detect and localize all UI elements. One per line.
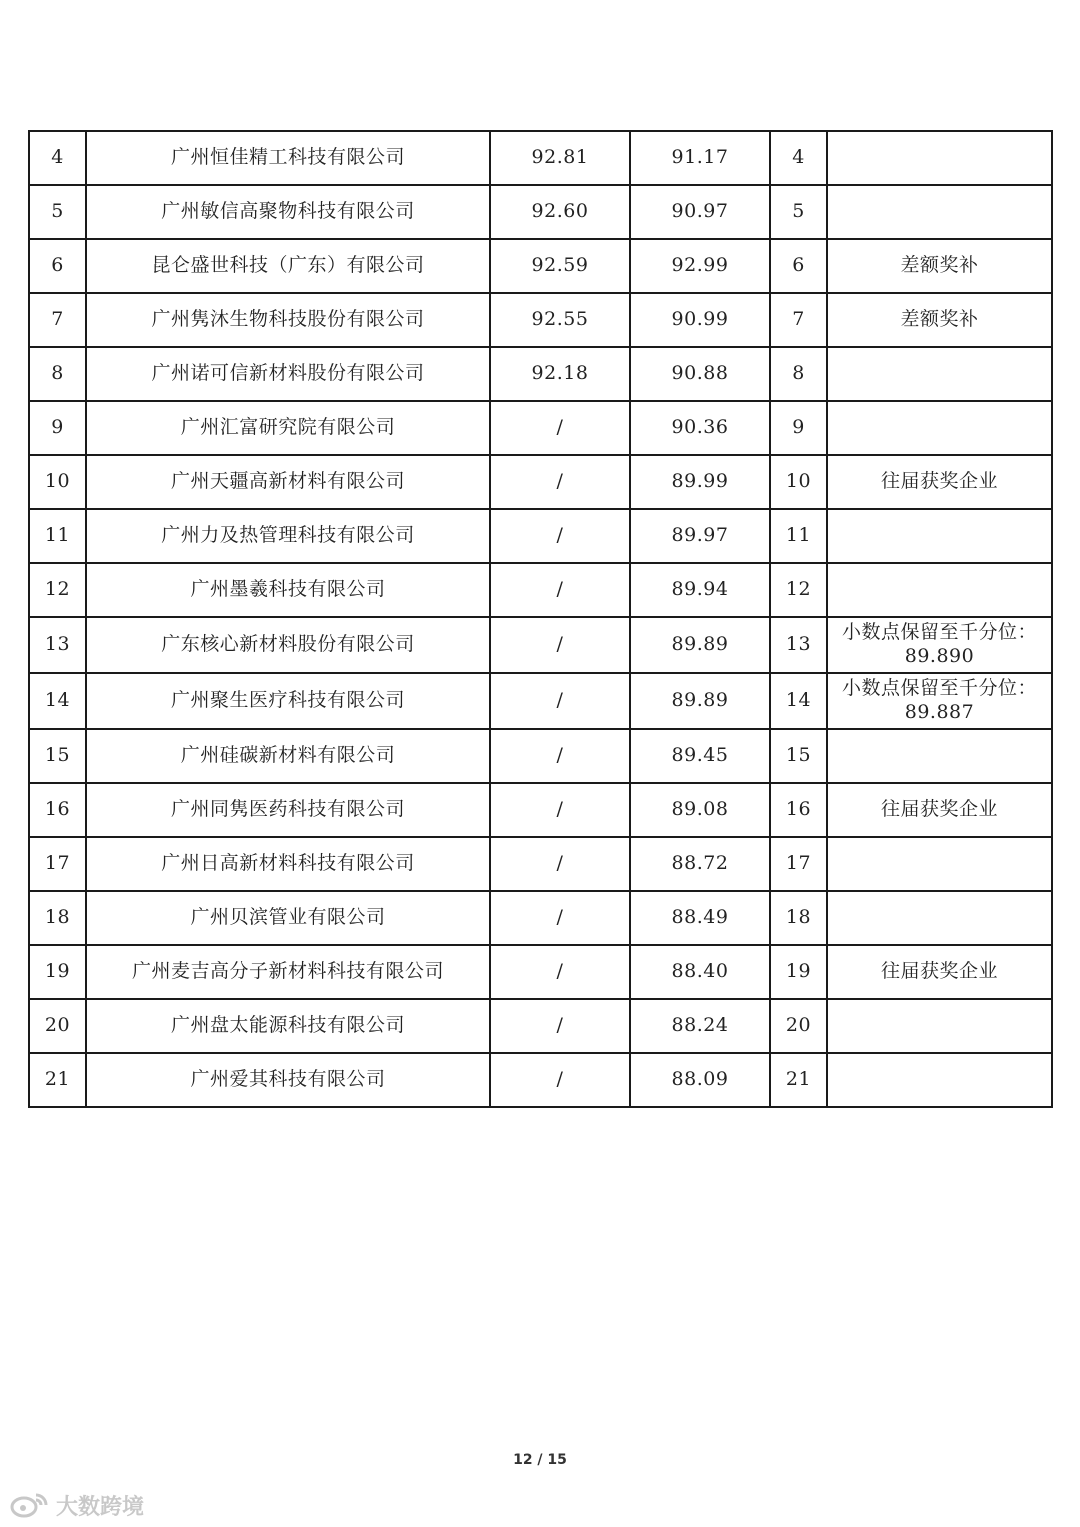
rank2-cell: 16 <box>770 783 827 837</box>
score1-cell: / <box>490 673 630 729</box>
rank-cell: 10 <box>29 455 86 509</box>
score2-cell: 88.40 <box>630 945 770 999</box>
ranking-table-container <box>28 130 1051 1108</box>
score2-cell: 89.89 <box>630 673 770 729</box>
score2-cell: 92.99 <box>630 239 770 293</box>
table-row <box>29 563 1052 617</box>
table-row <box>29 131 1052 185</box>
score1-cell: / <box>490 509 630 563</box>
table-row <box>29 239 1052 293</box>
rank2-cell: 11 <box>770 509 827 563</box>
company-name-cell: 广州麦吉高分子新材料科技有限公司 <box>86 945 490 999</box>
rank2-cell: 21 <box>770 1053 827 1107</box>
company-name-cell: 广州聚生医疗科技有限公司 <box>86 673 490 729</box>
note-cell <box>827 1053 1052 1107</box>
note-cell: 往届获奖企业 <box>827 945 1052 999</box>
company-name-cell: 广州诺可信新材料股份有限公司 <box>86 347 490 401</box>
table-row <box>29 783 1052 837</box>
rank-cell: 18 <box>29 891 86 945</box>
note-cell: 往届获奖企业 <box>827 455 1052 509</box>
score2-cell: 90.97 <box>630 185 770 239</box>
score1-cell: 92.59 <box>490 239 630 293</box>
score1-cell: 92.18 <box>490 347 630 401</box>
score2-cell: 90.88 <box>630 347 770 401</box>
rank-cell: 16 <box>29 783 86 837</box>
score2-cell: 89.45 <box>630 729 770 783</box>
score2-cell: 89.99 <box>630 455 770 509</box>
company-name-cell: 广州贝滨管业有限公司 <box>86 891 490 945</box>
table-row <box>29 185 1052 239</box>
score1-cell: / <box>490 617 630 673</box>
company-name-cell: 昆仑盛世科技（广东）有限公司 <box>86 239 490 293</box>
score1-cell: / <box>490 783 630 837</box>
note-cell <box>827 131 1052 185</box>
note-cell <box>827 563 1052 617</box>
rank-cell: 5 <box>29 185 86 239</box>
rank-cell: 14 <box>29 673 86 729</box>
company-name-cell: 广东核心新材料股份有限公司 <box>86 617 490 673</box>
rank2-cell: 4 <box>770 131 827 185</box>
score1-cell: / <box>490 455 630 509</box>
note-cell <box>827 509 1052 563</box>
rank-cell: 15 <box>29 729 86 783</box>
note-cell: 差额奖补 <box>827 239 1052 293</box>
table-row <box>29 673 1052 729</box>
note-value-line: 89.887 <box>904 701 975 723</box>
score1-cell: 92.60 <box>490 185 630 239</box>
table-row <box>29 401 1052 455</box>
score1-cell: 92.55 <box>490 293 630 347</box>
score1-cell: / <box>490 563 630 617</box>
rank2-cell: 6 <box>770 239 827 293</box>
note-cell <box>827 837 1052 891</box>
rank2-cell: 18 <box>770 891 827 945</box>
note-line: 小数点保留至千分位： <box>841 621 1037 644</box>
table-row <box>29 617 1052 673</box>
rank2-cell: 5 <box>770 185 827 239</box>
ranking-table-body <box>29 131 1052 1107</box>
table-row <box>29 293 1052 347</box>
score2-cell: 88.24 <box>630 999 770 1053</box>
score2-cell: 89.89 <box>630 617 770 673</box>
score1-cell: / <box>490 945 630 999</box>
company-name-cell: 广州爱其科技有限公司 <box>86 1053 490 1107</box>
table-row <box>29 455 1052 509</box>
note-line: 小数点保留至千分位： <box>841 677 1037 700</box>
rank-cell: 13 <box>29 617 86 673</box>
weibo-icon <box>10 1492 50 1518</box>
score2-cell: 89.97 <box>630 509 770 563</box>
note-cell: 差额奖补 <box>827 293 1052 347</box>
rank2-cell: 12 <box>770 563 827 617</box>
rank-cell: 7 <box>29 293 86 347</box>
company-name-cell: 广州墨羲科技有限公司 <box>86 563 490 617</box>
rank2-cell: 19 <box>770 945 827 999</box>
company-name-cell: 广州日高新材料科技有限公司 <box>86 837 490 891</box>
rank-cell: 19 <box>29 945 86 999</box>
rank2-cell: 9 <box>770 401 827 455</box>
score1-cell: / <box>490 401 630 455</box>
company-name-cell: 广州同隽医药科技有限公司 <box>86 783 490 837</box>
table-row <box>29 509 1052 563</box>
score2-cell: 88.09 <box>630 1053 770 1107</box>
note-cell <box>827 617 1052 673</box>
rank2-cell: 20 <box>770 999 827 1053</box>
company-name-cell: 广州汇富研究院有限公司 <box>86 401 490 455</box>
score1-cell: / <box>490 729 630 783</box>
note-cell <box>827 999 1052 1053</box>
rank-cell: 4 <box>29 131 86 185</box>
rank2-cell: 13 <box>770 617 827 673</box>
company-name-cell: 广州恒佳精工科技有限公司 <box>86 131 490 185</box>
table-row <box>29 999 1052 1053</box>
table-row <box>29 837 1052 891</box>
note-cell <box>827 401 1052 455</box>
table-row <box>29 945 1052 999</box>
rank-cell: 12 <box>29 563 86 617</box>
rank2-cell: 14 <box>770 673 827 729</box>
note-cell <box>827 673 1052 729</box>
rank-cell: 11 <box>29 509 86 563</box>
rank2-cell: 10 <box>770 455 827 509</box>
note-cell <box>827 347 1052 401</box>
rank-cell: 20 <box>29 999 86 1053</box>
rank2-cell: 17 <box>770 837 827 891</box>
rank-cell: 9 <box>29 401 86 455</box>
rank-cell: 21 <box>29 1053 86 1107</box>
table-row <box>29 891 1052 945</box>
table-row <box>29 347 1052 401</box>
note-cell <box>827 729 1052 783</box>
note-cell: 往届获奖企业 <box>827 783 1052 837</box>
company-name-cell: 广州硅碳新材料有限公司 <box>86 729 490 783</box>
ranking-table <box>28 130 1053 1108</box>
score1-cell: / <box>490 891 630 945</box>
company-name-cell: 广州力及热管理科技有限公司 <box>86 509 490 563</box>
rank2-cell: 15 <box>770 729 827 783</box>
rank-cell: 17 <box>29 837 86 891</box>
score2-cell: 89.08 <box>630 783 770 837</box>
table-row <box>29 1053 1052 1107</box>
note-value-line: 89.890 <box>904 645 975 667</box>
watermark <box>10 1490 144 1520</box>
score1-cell: / <box>490 837 630 891</box>
score2-cell: 89.94 <box>630 563 770 617</box>
company-name-cell: 广州天疆高新材料有限公司 <box>86 455 490 509</box>
watermark-text: 大数跨境 <box>56 1494 145 1520</box>
table-row <box>29 729 1052 783</box>
rank-cell: 8 <box>29 347 86 401</box>
rank2-cell: 7 <box>770 293 827 347</box>
company-name-cell: 广州盘太能源科技有限公司 <box>86 999 490 1053</box>
company-name-cell: 广州敏信高聚物科技有限公司 <box>86 185 490 239</box>
score2-cell: 91.17 <box>630 131 770 185</box>
score2-cell: 90.36 <box>630 401 770 455</box>
score1-cell: 92.81 <box>490 131 630 185</box>
score1-cell: / <box>490 1053 630 1107</box>
company-name-cell: 广州隽沐生物科技股份有限公司 <box>86 293 490 347</box>
score2-cell: 90.99 <box>630 293 770 347</box>
note-cell <box>827 891 1052 945</box>
score2-cell: 88.49 <box>630 891 770 945</box>
score1-cell: / <box>490 999 630 1053</box>
rank2-cell: 8 <box>770 347 827 401</box>
score2-cell: 88.72 <box>630 837 770 891</box>
rank-cell: 6 <box>29 239 86 293</box>
note-cell <box>827 185 1052 239</box>
page-number: 12 / 15 <box>513 1452 567 1468</box>
